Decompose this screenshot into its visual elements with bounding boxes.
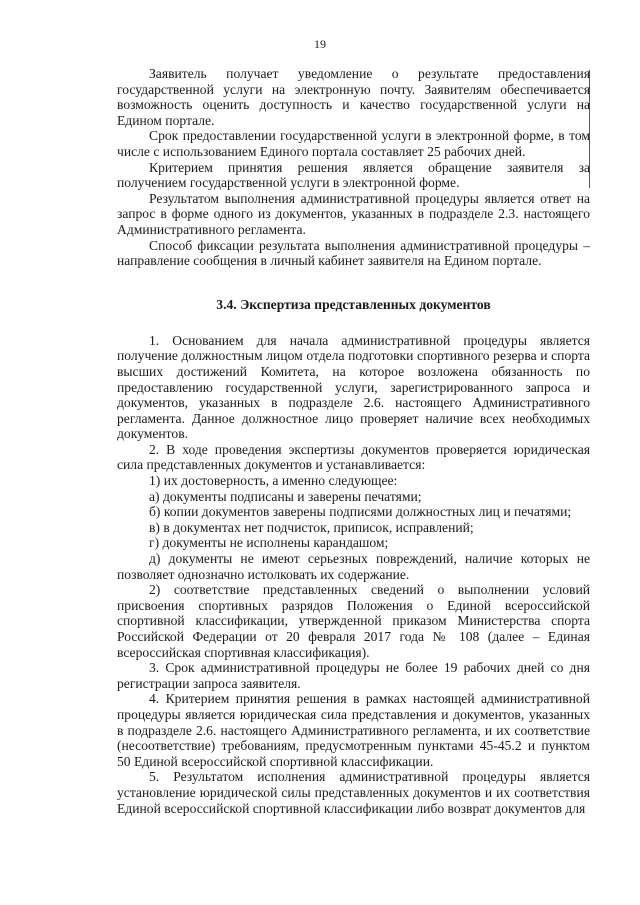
paragraph: Заявитель получает уведомление о результате предоставления государственной услуги на электронную почту. Заявителям обеспечивается возможность оценить доступность и качество государственной услуги на Едином портале. (117, 66, 590, 128)
list-item: 2) соответствие представленных сведений о выполнении условий присвоения спортивных разрядов Положения о Единой всероссийской спортивной классификации, утвержденной приказом Министерства спорта Российской Федерации от 20 февраля 2017 года № 108 (далее – Единая всероссийская спортивная классификация). (117, 582, 590, 660)
document-body (117, 66, 590, 816)
list-item: д) документы не имеют серьезных повреждений, наличие которых не позволяет однозначно истолковать их содержание. (117, 551, 590, 582)
list-item: г) документы не исполнены карандашом; (149, 535, 389, 551)
paragraph: 1. Основанием для начала административной процедуры является получение должностным лицом отдела подготовки спортивного резерва и спорта высших достижений Комитета, на которое возложена обязанность по предоставлению государственной услуги, зарегистрированного запроса и документов, указанных в подразделе 2.6. настоящего Административного регламента. Данное должностное лицо проверяет наличие всех необходимых документов. (117, 332, 590, 442)
list-item: в) в документах нет подчисток, приписок, исправлений; (149, 519, 474, 535)
list-item: а) документы подписаны и заверены печатями; (149, 488, 422, 504)
paragraph: 4. Критерием принятия решения в рамках настоящей административной процедуры является юридическая сила представления и документов, указанных в подразделе 2.6. настоящего Административного регламента, и их соответствие (несоответствие) требованиям, предусмотренным пунктами 45-45.2 и пунктом 50 Единой всероссийской спортивной классификации. (117, 691, 590, 769)
page-number: 19 (314, 37, 326, 51)
list-item: 1) их достоверность, а именно следующее: (149, 473, 398, 489)
paragraph: Критерием принятия решения является обращение заявителя за получением государственной услуги в электронной форме. (117, 159, 590, 191)
paragraph: Срок предоставлении государственной услуги в электронной форме, в том числе с использованием Единого портала составляет 25 рабочих дней. (117, 128, 590, 159)
paragraph: Результатом выполнения административной процедуры является ответ на запрос в форме одного из документов, указанных в подразделе 2.3. настоящего Административного регламента. (117, 190, 590, 237)
section-heading: 3.4. Экспертиза представленных документов (216, 296, 491, 312)
paragraph: 3. Срок административной процедуры не более 19 рабочих дней со дня регистрации запроса заявителя. (117, 660, 590, 691)
paragraph: 2. В ходе проведения экспертизы документов проверяется юридическая сила представленных документов и устанавливается: (117, 441, 590, 473)
list-item: б) копии документов заверены подписями должностных лиц и печатями; (149, 504, 572, 520)
paragraph: Способ фиксации результата выполнения административной процедуры – направление сообщения в личный кабинет заявителя на Едином портале. (117, 237, 590, 269)
paragraph: 5. Результатом исполнения административной процедуры является установление юридической силы представленных документов и их соответствия Единой всероссийской спортивной классификации либо возврат документов для (117, 769, 590, 816)
